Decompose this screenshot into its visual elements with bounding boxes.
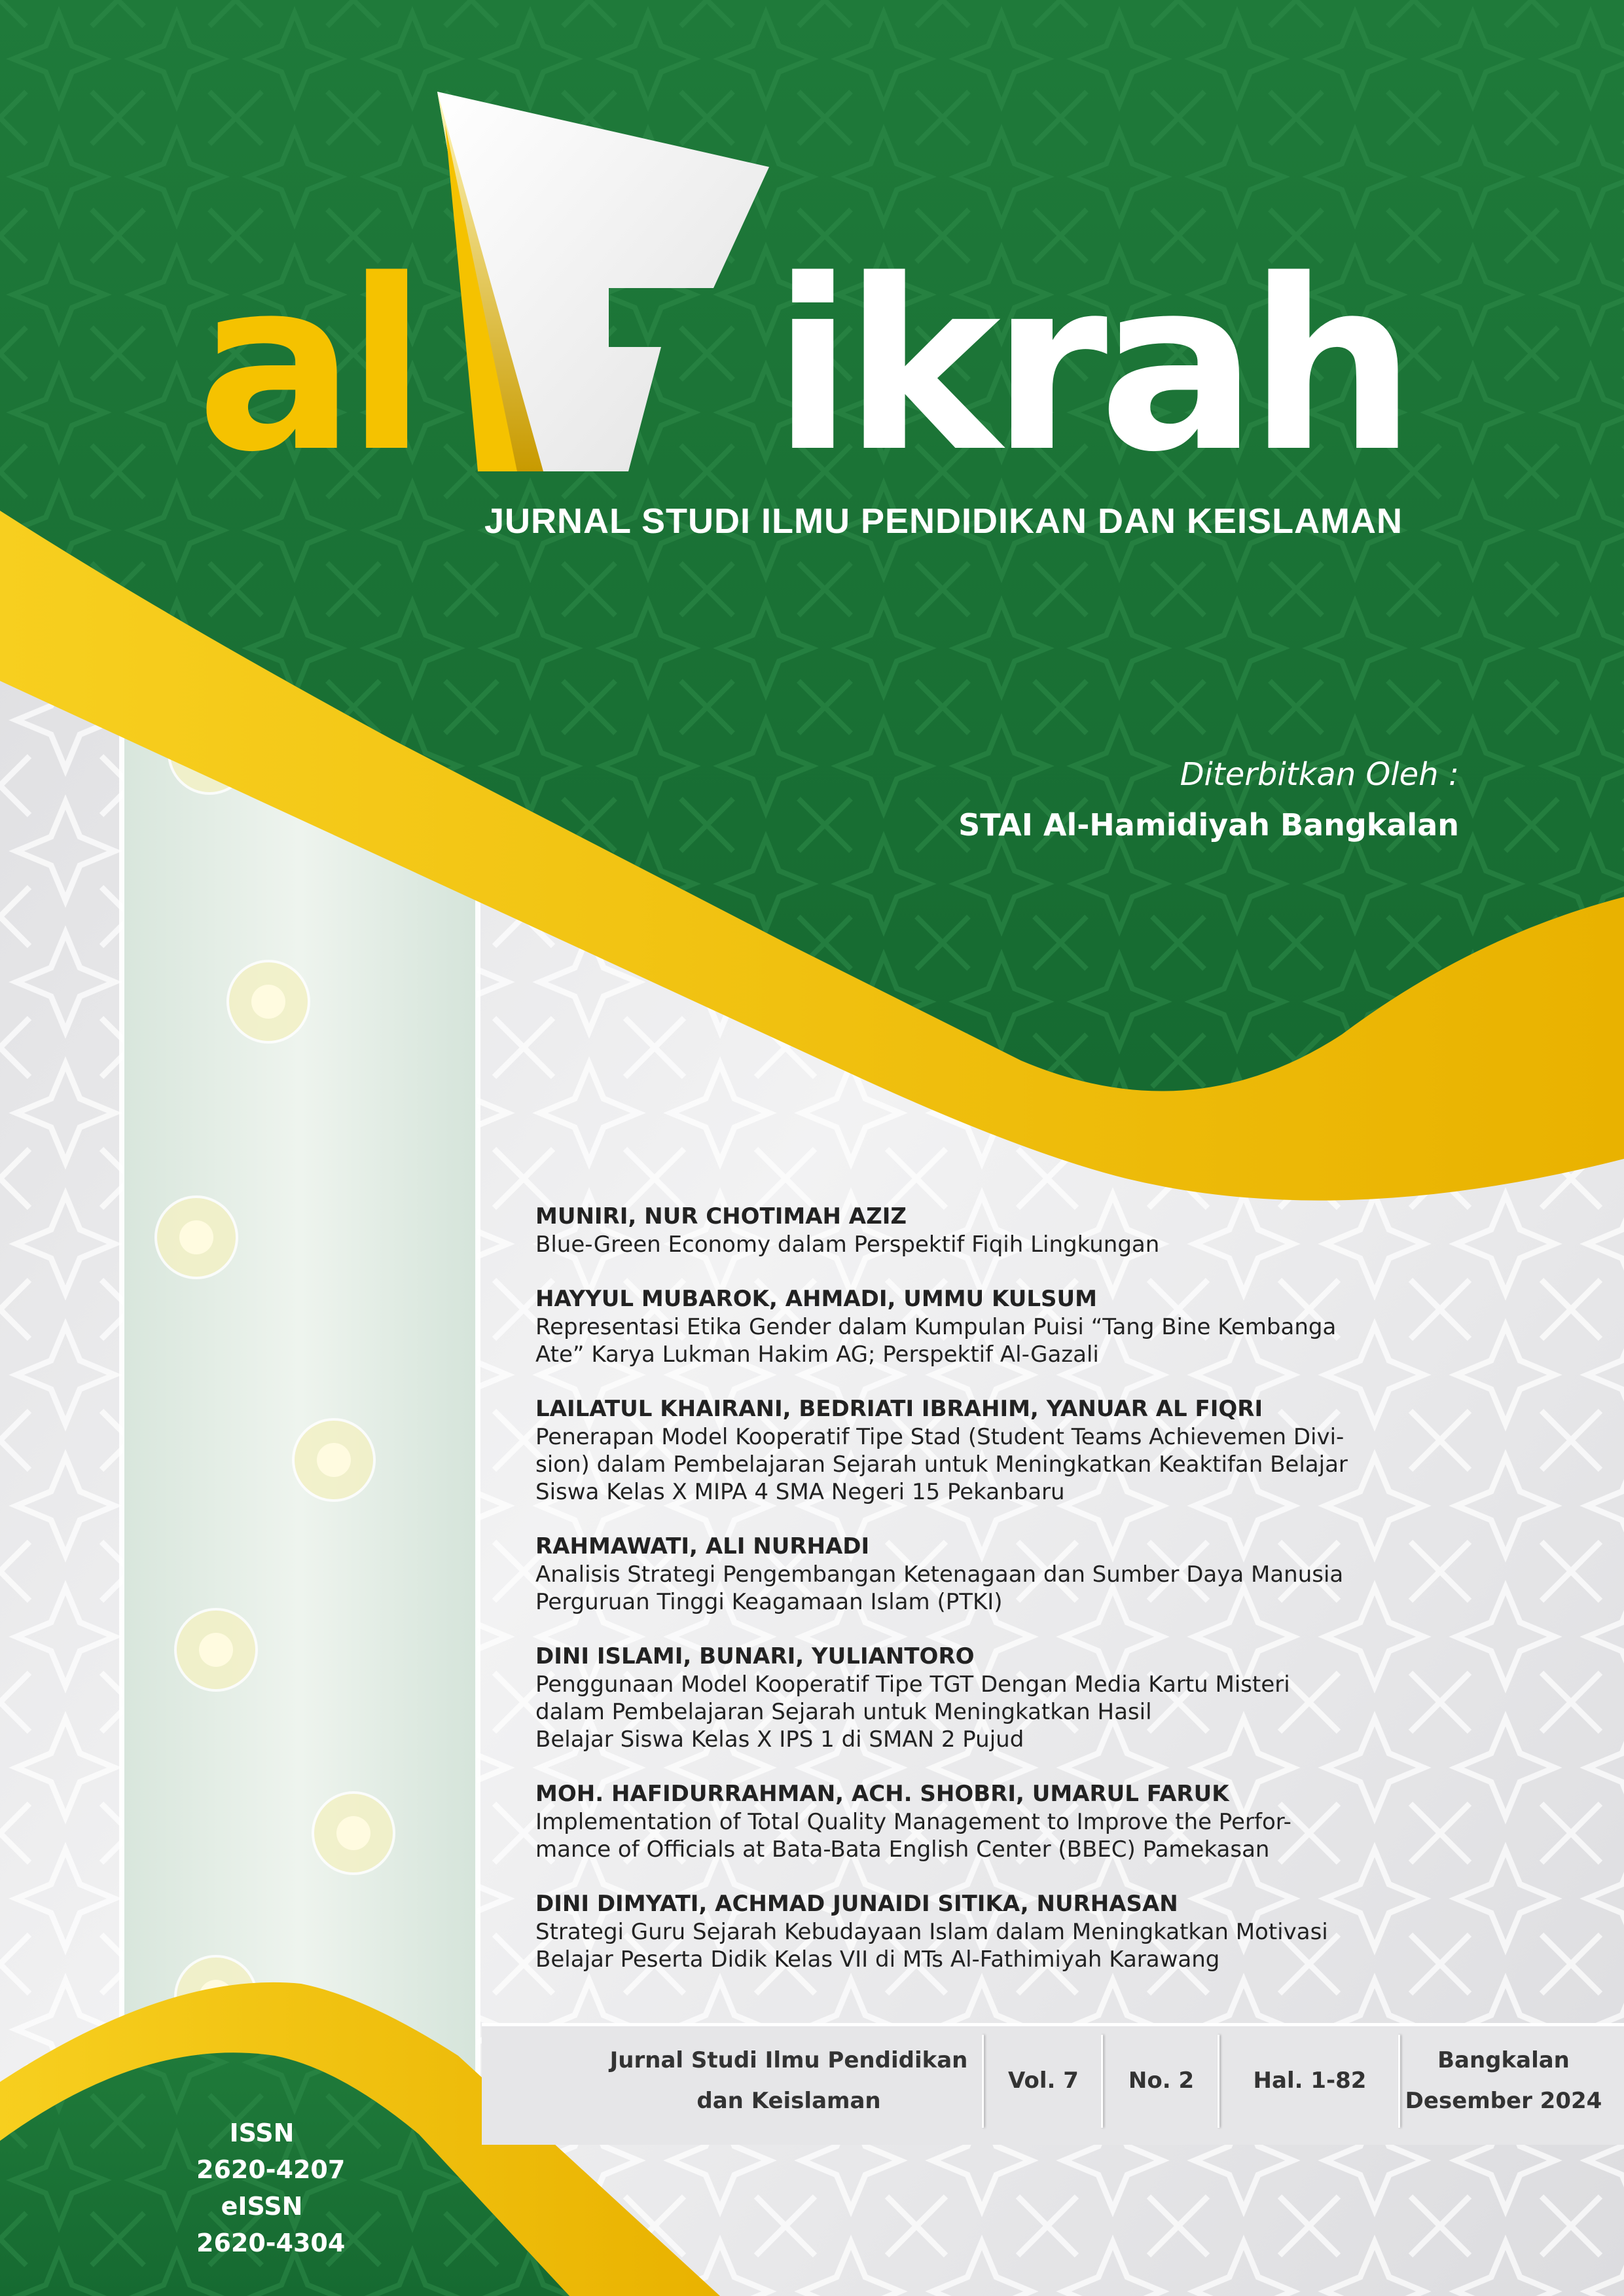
published-by-label: Diterbitkan Oleh : xyxy=(1180,756,1459,793)
footer-city: Bangkalan xyxy=(1437,2047,1570,2073)
article-title-line: Siswa Kelas X MIPA 4 SMA Negeri 15 Pekanbaru xyxy=(535,1479,1065,1505)
article-item xyxy=(535,1532,1399,1616)
article-title-line: Strategi Guru Sejarah Kebudayaan Islam dalam Meningkatkan Motivasi xyxy=(535,1919,1328,1945)
logo-al: al xyxy=(196,229,418,503)
article-title-line: Representasi Etika Gender dalam Kumpulan Puisi “Tang Bine Kembanga xyxy=(535,1314,1337,1340)
article-item xyxy=(535,1202,1399,1258)
article-title-line: Penggunaan Model Kooperatif Tipe TGT Dengan Media Kartu Misteri xyxy=(535,1671,1290,1698)
article-title-line: Perguruan Tinggi Keagamaan Islam (PTKI) xyxy=(535,1589,1003,1615)
issn-label: ISSN xyxy=(229,2119,295,2147)
footer-journal-line2: dan Keislaman xyxy=(696,2088,881,2114)
footer-divider xyxy=(1218,2035,1219,2128)
article-authors: HAYYUL MUBAROK, AHMADI, UMMU KULSUM xyxy=(535,1286,1097,1312)
article-title-line: Belajar Siswa Kelas X IPS 1 di SMAN 2 Pujud xyxy=(535,1726,1024,1753)
article-title-line: dalam Pembelajaran Sejarah untuk Meningkatkan Hasil xyxy=(535,1699,1152,1725)
eissn-label: eISSN xyxy=(221,2192,303,2221)
article-list xyxy=(535,1202,1399,1999)
article-authors: RAHMAWATI, ALI NURHADI xyxy=(535,1533,870,1559)
footer-divider xyxy=(982,2035,984,2128)
journal-subtitle: JURNAL STUDI ILMU PENDIDIKAN DAN KEISLAMAN xyxy=(484,501,1403,541)
article-item xyxy=(535,1889,1399,1973)
article-item xyxy=(535,1285,1399,1368)
article-authors: DINI ISLAMI, BUNARI, YULIANTORO xyxy=(535,1643,975,1669)
footer-volume: Vol. 7 xyxy=(1008,2068,1079,2094)
footer-divider xyxy=(1101,2035,1103,2128)
article-title-line: Belajar Peserta Didik Kelas VII di MTs Al-Fathimiyah Karawang xyxy=(535,1946,1220,1973)
footer-place-date xyxy=(1402,2041,1605,2120)
article-authors: MOH. HAFIDURRAHMAN, ACH. SHOBRI, UMARUL FARUK xyxy=(535,1781,1229,1807)
footer-date: Desember 2024 xyxy=(1405,2088,1602,2114)
article-title-line: Penerapan Model Kooperatif Tipe Stad (Student Teams Achievemen Divi- xyxy=(535,1424,1344,1450)
footer-divider xyxy=(1398,2035,1400,2128)
issn-block xyxy=(196,2115,346,2261)
article-item xyxy=(535,1394,1399,1506)
footer-number: No. 2 xyxy=(1128,2068,1195,2094)
article-title-line: Blue-Green Economy dalam Perspektif Fiqih Lingkungan xyxy=(535,1231,1160,1258)
article-item xyxy=(535,1779,1399,1863)
publisher-name: STAI Al-Hamidiyah Bangkalan xyxy=(958,807,1459,843)
footer-journal-name xyxy=(592,2041,985,2120)
article-authors: LAILATUL KHAIRANI, BEDRIATI IBRAHIM, YANUAR AL FIQRI xyxy=(535,1396,1263,1422)
issn-number: 2620-4207 xyxy=(196,2155,346,2184)
eissn-number: 2620-4304 xyxy=(196,2229,346,2257)
article-title-line: Analisis Strategi Pengembangan Ketenagaan dan Sumber Daya Manusia xyxy=(535,1561,1344,1588)
footer-journal-line1: Jurnal Studi Ilmu Pendidikan xyxy=(609,2047,968,2073)
article-authors: MUNIRI, NUR CHOTIMAH AZIZ xyxy=(535,1203,907,1230)
article-title-line: sion) dalam Pembelajaran Sejarah untuk Meningkatkan Keaktifan Belajar xyxy=(535,1451,1348,1478)
article-authors: DINI DIMYATI, ACHMAD JUNAIDI SITIKA, NURHASAN xyxy=(535,1891,1178,1917)
logo-ikrah: ikrah xyxy=(772,229,1407,503)
article-title-line: Ate” Karya Lukman Hakim AG; Perspektif Al-Gazali xyxy=(535,1341,1099,1368)
article-title-line: mance of Officials at Bata-Bata English Center (BBEC) Pamekasan xyxy=(535,1836,1270,1863)
footer-pages: Hal. 1-82 xyxy=(1253,2068,1367,2094)
article-item xyxy=(535,1642,1399,1753)
article-title-line: Implementation of Total Quality Management to Improve the Perfor- xyxy=(535,1809,1291,1835)
